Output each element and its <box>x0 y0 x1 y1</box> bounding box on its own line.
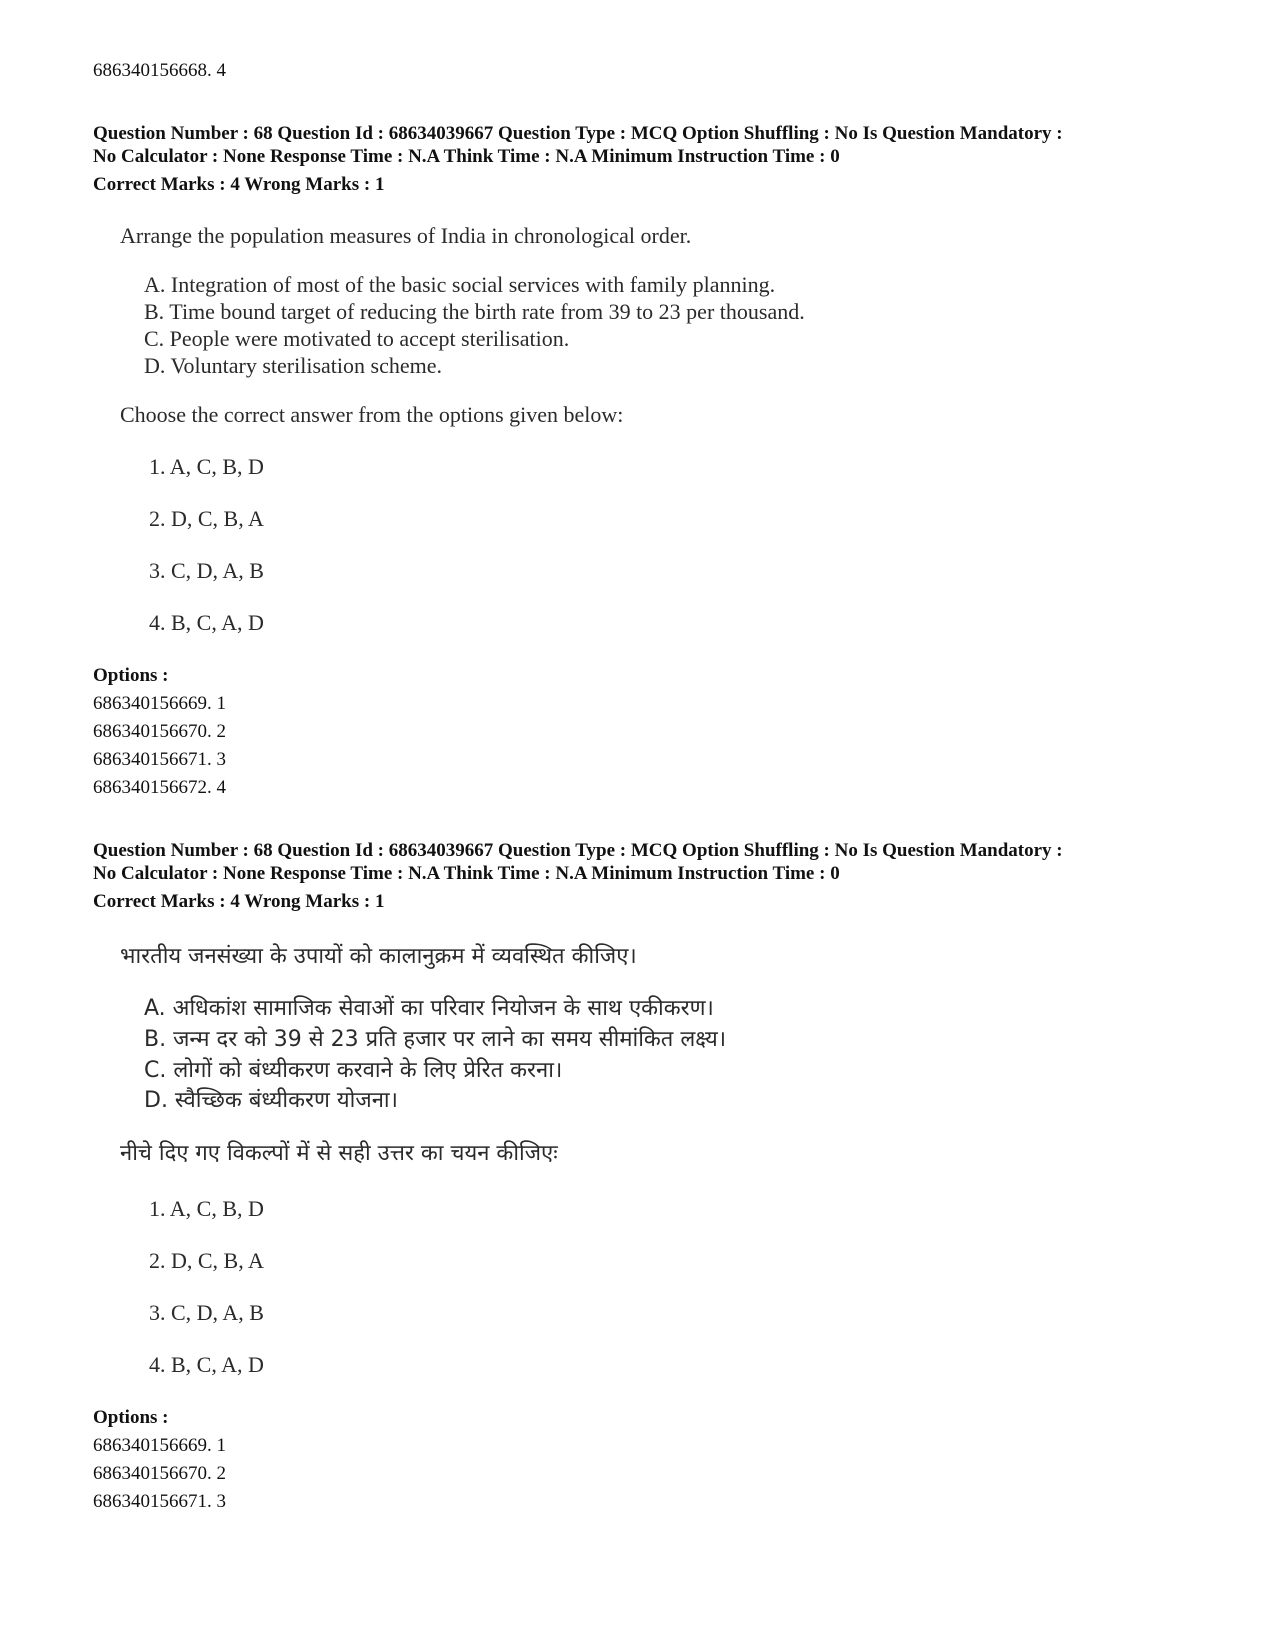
statement-a: A. Integration of most of the basic social services with family planning. <box>144 272 776 297</box>
option-id-2: 686340156670. 2 <box>93 721 226 742</box>
option-id-3: 686340156671. 3 <box>93 1491 226 1512</box>
answer-choice-2: 2. D, C, B, A <box>149 1248 264 1273</box>
answer-choice-4: 4. B, C, A, D <box>149 610 264 635</box>
options-label: Options : <box>93 665 169 686</box>
option-id-1: 686340156669. 1 <box>93 1435 226 1456</box>
answer-choice-1: 1. A, C, B, D <box>149 1196 264 1221</box>
options-label: Options : <box>93 1407 169 1428</box>
option-id-3: 686340156671. 3 <box>93 749 226 770</box>
statement-c: C. People were motivated to accept sterilisation. <box>144 326 570 351</box>
answer-choice-3: 3. C, D, A, B <box>149 558 264 583</box>
statement-b: B. जन्म दर को 39 से 23 प्रति हजार पर लाने का समय सीमांकित लक्ष्य। <box>144 1027 727 1052</box>
answer-choice-3: 3. C, D, A, B <box>149 1300 264 1325</box>
choose-instruction: Choose the correct answer from the options given below: <box>120 402 624 427</box>
statement-c: C. लोगों को बंध्यीकरण करवाने के लिए प्रेरित करना। <box>144 1058 563 1083</box>
option-id-4: 686340156672. 4 <box>93 777 226 798</box>
question-marks: Correct Marks : 4 Wrong Marks : 1 <box>93 891 385 912</box>
question-prompt: Arrange the population measures of India in chronological order. <box>120 223 692 248</box>
question-meta-line2: No Calculator : None Response Time : N.A Think Time : N.A Minimum Instruction Time : 0 <box>93 863 840 884</box>
option-id-2: 686340156670. 2 <box>93 1463 226 1484</box>
question-prompt: भारतीय जनसंख्या के उपायों को कालानुक्रम में व्यवस्थित कीजिए। <box>120 944 637 969</box>
answer-choice-2: 2. D, C, B, A <box>149 506 264 531</box>
answer-choice-4: 4. B, C, A, D <box>149 1352 264 1377</box>
option-id-1: 686340156669. 1 <box>93 693 226 714</box>
previous-option-id: 686340156668. 4 <box>93 60 226 81</box>
question-meta-line1: Question Number : 68 Question Id : 68634039667 Question Type : MCQ Option Shuffling : No Is Question Mandatory : <box>93 840 1063 861</box>
statement-d: D. Voluntary sterilisation scheme. <box>144 353 442 378</box>
question-meta-line2: No Calculator : None Response Time : N.A Think Time : N.A Minimum Instruction Time : 0 <box>93 146 840 167</box>
answer-choice-1: 1. A, C, B, D <box>149 454 264 479</box>
choose-instruction: नीचे दिए गए विकल्पों में से सही उत्तर का चयन कीजिएः <box>120 1141 558 1166</box>
question-meta-line1: Question Number : 68 Question Id : 68634039667 Question Type : MCQ Option Shuffling : No Is Question Mandatory : <box>93 123 1063 144</box>
question-marks: Correct Marks : 4 Wrong Marks : 1 <box>93 174 385 195</box>
statement-b: B. Time bound target of reducing the birth rate from 39 to 23 per thousand. <box>144 299 805 324</box>
statement-a: A. अधिकांश सामाजिक सेवाओं का परिवार नियोजन के साथ एकीकरण। <box>144 996 714 1021</box>
statement-d: D. स्वैच्छिक बंध्यीकरण योजना। <box>144 1088 398 1113</box>
